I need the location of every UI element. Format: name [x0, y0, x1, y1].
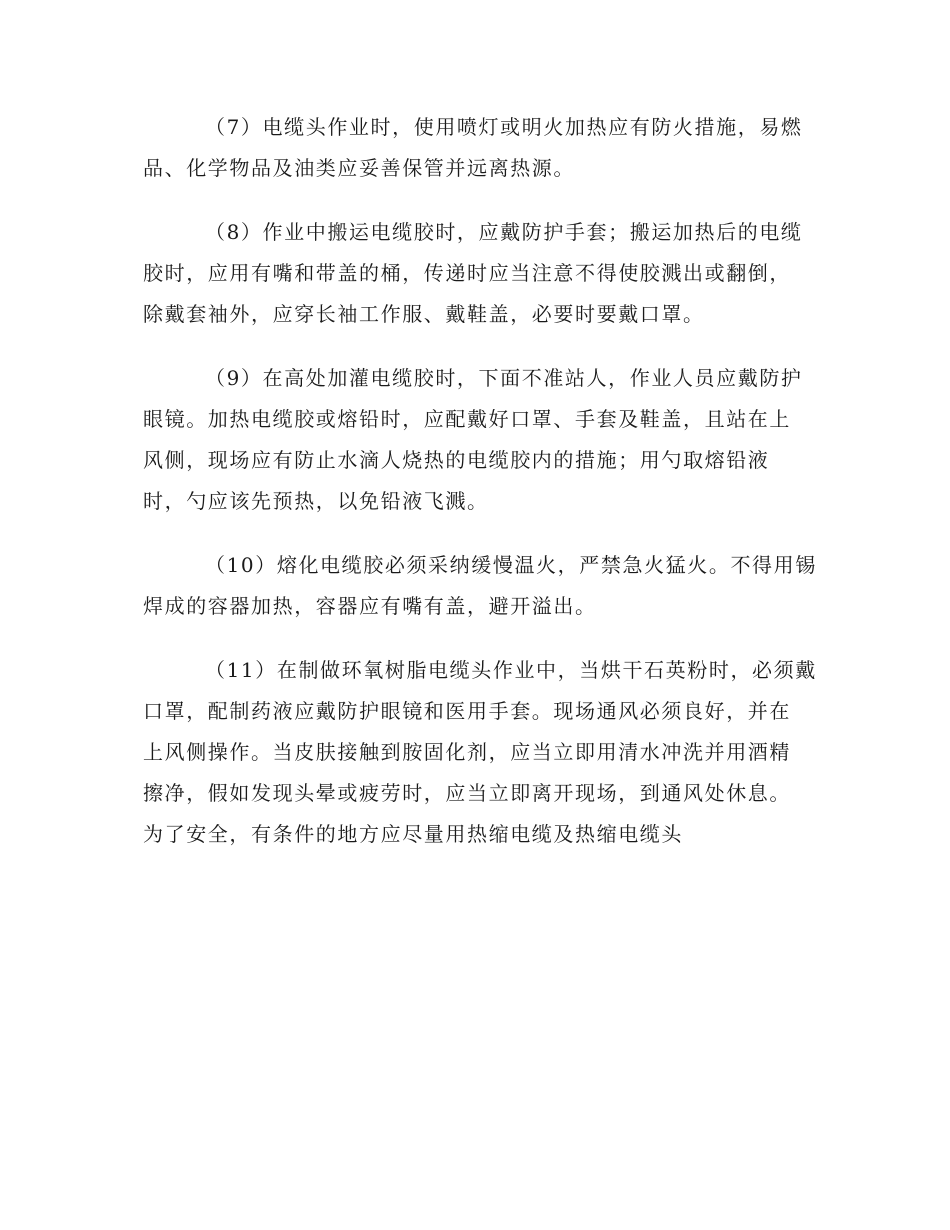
- paragraph-line: 胶时，应用有嘴和带盖的桶，传递时应当注意不得使胶溅出或翻倒，: [143, 261, 791, 285]
- paragraph-line: （10）熔化电缆胶必须采纳缓慢温火，严禁急火猛火。不得用锡: [205, 553, 817, 577]
- paragraph-line: 风侧，现场应有防止水滴人烧热的电缆胶内的措施；用勺取熔铅液: [143, 448, 770, 472]
- paragraph-line: 为了安全，有条件的地方应尽量用热缩电缆及热缩电缆头: [143, 822, 683, 846]
- paragraph-11: [143, 650, 817, 855]
- paragraph-line: 擦净，假如发现头晕或疲劳时，应当立即离开现场，到通风处休息。: [143, 781, 791, 805]
- paragraph-line: 上风侧操作。当皮肤接触到胺固化剂，应当立即用清水冲洗并用酒精: [143, 740, 791, 764]
- paragraph-line: （11）在制做环氧树脂电缆头作业中，当烘干石英粉时，必须戴: [205, 658, 817, 682]
- paragraph-line: 眼镜。加热电缆胶或熔铅时，应配戴好口罩、手套及鞋盖，且站在上: [143, 407, 791, 431]
- paragraph-line: （7）电缆头作业时，使用喷灯或明火加热应有防火措施，易燃: [205, 115, 803, 139]
- paragraph-line: 口罩，配制药液应戴防护眼镜和医用手套。现场通风必须良好，并在: [143, 699, 791, 723]
- paragraph-line: 品、化学物品及油类应妥善保管并远离热源。: [143, 156, 575, 180]
- paragraph-7: [143, 107, 807, 189]
- document-body: [143, 107, 817, 878]
- paragraph-line: 焊成的容器加热，容器应有嘴有盖，避开溢出。: [143, 594, 597, 618]
- paragraph-8: [143, 212, 807, 335]
- paragraph-line: 时，勺应该先预热，以免铅液飞溅。: [143, 489, 489, 513]
- paragraph-9: [143, 358, 807, 522]
- paragraph-line: （8）作业中搬运电缆胶时，应戴防护手套；搬运加热后的电缆: [205, 220, 803, 244]
- paragraph-line: （9）在高处加灌电缆胶时，下面不准站人，作业人员应戴防护: [205, 366, 803, 390]
- paragraph-line: 除戴套袖外，应穿长袖工作服、戴鞋盖，必要时要戴口罩。: [143, 302, 705, 326]
- paragraph-10: [143, 545, 817, 627]
